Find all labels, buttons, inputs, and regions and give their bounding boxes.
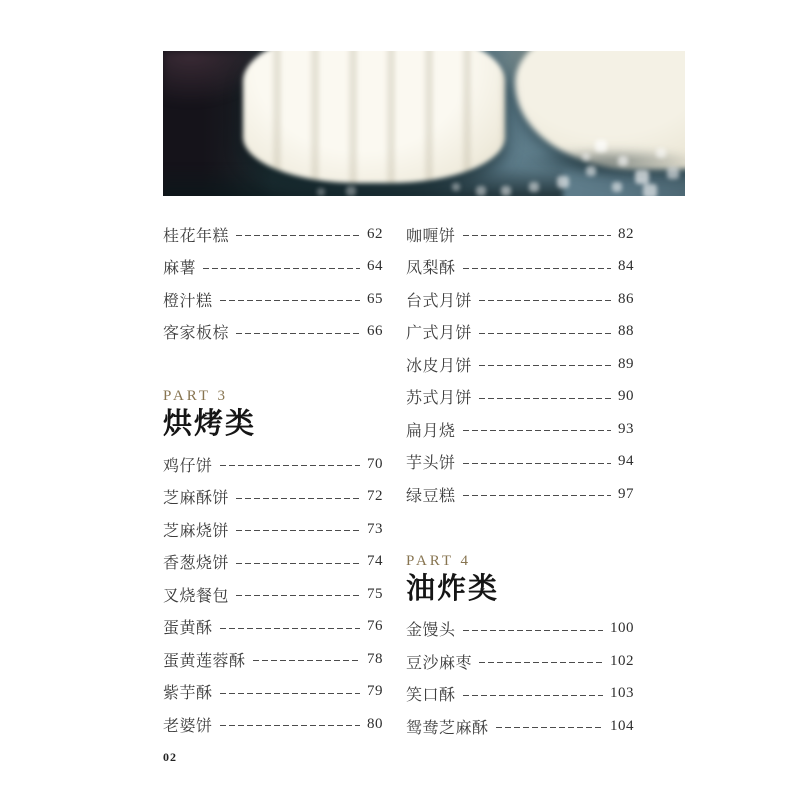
dash-leader: [220, 300, 360, 301]
page-ref: 66: [367, 323, 383, 340]
dash-leader: [496, 727, 603, 728]
toc-entry: [163, 578, 383, 611]
page-ref: 65: [367, 290, 383, 307]
page-ref: 74: [367, 553, 383, 570]
toc-entry: [406, 478, 634, 511]
dash-leader: [220, 725, 360, 726]
dash-leader: [253, 660, 360, 661]
dish-name: 蛋黄酥: [163, 620, 213, 638]
page-ref: 70: [367, 455, 383, 472]
dish-name: 鸳鸯芝麻酥: [406, 719, 489, 737]
dash-leader: [463, 463, 611, 464]
folio-page-number: 02: [163, 750, 177, 764]
toc-entry: [163, 611, 383, 644]
dish-name: 老婆饼: [163, 717, 213, 735]
dish-name: 芋头饼: [406, 455, 456, 473]
toc-entry: [163, 676, 383, 709]
header-photo: [163, 51, 685, 196]
page-ref: 78: [367, 650, 383, 667]
page-ref: 73: [367, 520, 383, 537]
dash-leader: [236, 563, 360, 564]
dish-name: 金馒头: [406, 622, 456, 640]
dash-leader: [220, 693, 360, 694]
toc-entry: [163, 513, 383, 546]
page-ref: 90: [618, 388, 634, 405]
dish-name: 豆沙麻枣: [406, 654, 473, 672]
page-ref: 88: [618, 323, 634, 340]
page-ref: 84: [618, 258, 634, 275]
page-ref: 94: [618, 453, 634, 470]
dish-name: 绿豆糕: [406, 487, 456, 505]
photo-right-cake-shadow: [513, 147, 685, 177]
dish-name: 桂花年糕: [163, 227, 230, 245]
page-ref: 93: [618, 420, 634, 437]
toc-entry: [163, 643, 383, 676]
part3-title: 烘烤类: [163, 408, 257, 440]
dish-name: 扁月烧: [406, 422, 456, 440]
page-ref: 76: [367, 618, 383, 635]
toc-entry: [406, 316, 634, 349]
dash-leader: [479, 300, 611, 301]
page-ref: 89: [618, 355, 634, 372]
toc-entry: [406, 446, 634, 479]
toc-entry: [406, 678, 634, 711]
dash-leader: [220, 628, 360, 629]
toc-entry: [163, 708, 383, 741]
part3-label: PART 3: [163, 388, 229, 404]
page-ref: 102: [610, 652, 634, 669]
rice-cake-main: [243, 51, 505, 183]
dish-name: 麻薯: [163, 260, 197, 278]
dish-name: 咖喱饼: [406, 227, 456, 245]
dash-leader: [463, 495, 611, 496]
page-ref: 82: [618, 225, 634, 242]
toc-entry: [406, 283, 634, 316]
toc-entry: [163, 481, 383, 514]
dash-leader: [463, 430, 611, 431]
page-ref: 97: [618, 485, 634, 502]
dish-name: 台式月饼: [406, 292, 473, 310]
dash-leader: [220, 465, 360, 466]
toc-entry: [406, 413, 634, 446]
dish-name: 广式月饼: [406, 325, 473, 343]
dash-leader: [236, 498, 360, 499]
toc-entry: [163, 283, 383, 316]
dash-leader: [479, 662, 603, 663]
part4-title: 油炸类: [406, 572, 500, 605]
page-ref: 80: [367, 715, 383, 732]
dash-leader: [236, 235, 360, 236]
dish-name: 冰皮月饼: [406, 357, 473, 375]
dish-name: 橙汁糕: [163, 292, 213, 310]
dish-name: 芝麻烧饼: [163, 522, 230, 540]
dash-leader: [463, 695, 603, 696]
toc-column-left: [163, 218, 383, 741]
dash-leader: [463, 630, 603, 631]
page-ref: 86: [618, 290, 634, 307]
dish-name: 笑口酥: [406, 687, 456, 705]
dash-leader: [463, 268, 611, 269]
toc-entry: [163, 251, 383, 284]
dish-name: 蛋黄莲蓉酥: [163, 652, 246, 670]
dish-name: 凤梨酥: [406, 260, 456, 278]
page-ref: 64: [367, 258, 383, 275]
toc-entry: [406, 645, 634, 678]
toc-entry: [163, 448, 383, 481]
dash-leader: [479, 398, 611, 399]
dash-leader: [236, 333, 360, 334]
dish-name: 苏式月饼: [406, 390, 473, 408]
toc-entry: [406, 251, 634, 284]
toc-entry: [406, 710, 634, 743]
page-ref: 62: [367, 225, 383, 242]
page-ref: 72: [367, 488, 383, 505]
toc-entry: [406, 381, 634, 414]
dish-name: 客家板棕: [163, 325, 230, 343]
dash-leader: [203, 268, 360, 269]
part4-label: PART 4: [406, 552, 472, 569]
dash-leader: [236, 530, 360, 531]
sugar-bokeh-dots: [163, 51, 165, 53]
dash-leader: [479, 365, 611, 366]
toc-entry: [406, 218, 634, 251]
dash-leader: [236, 595, 360, 596]
toc-entry: [163, 316, 383, 349]
toc-entry: [163, 218, 383, 251]
dish-name: 香葱烧饼: [163, 555, 230, 573]
toc-entry: [163, 546, 383, 579]
page-ref: 100: [610, 620, 634, 637]
dish-name: 芝麻酥饼: [163, 490, 230, 508]
toc-column-right: [406, 218, 634, 743]
dish-name: 叉烧餐包: [163, 587, 230, 605]
page-ref: 75: [367, 585, 383, 602]
page-ref: 104: [610, 717, 634, 734]
dash-leader: [479, 333, 611, 334]
dish-name: 紫芋酥: [163, 685, 213, 703]
toc-entry: [406, 348, 634, 381]
page-ref: 79: [367, 683, 383, 700]
toc-entry: [406, 613, 634, 646]
dish-name: 鸡仔饼: [163, 457, 213, 475]
dash-leader: [463, 235, 611, 236]
page-ref: 103: [610, 685, 634, 702]
